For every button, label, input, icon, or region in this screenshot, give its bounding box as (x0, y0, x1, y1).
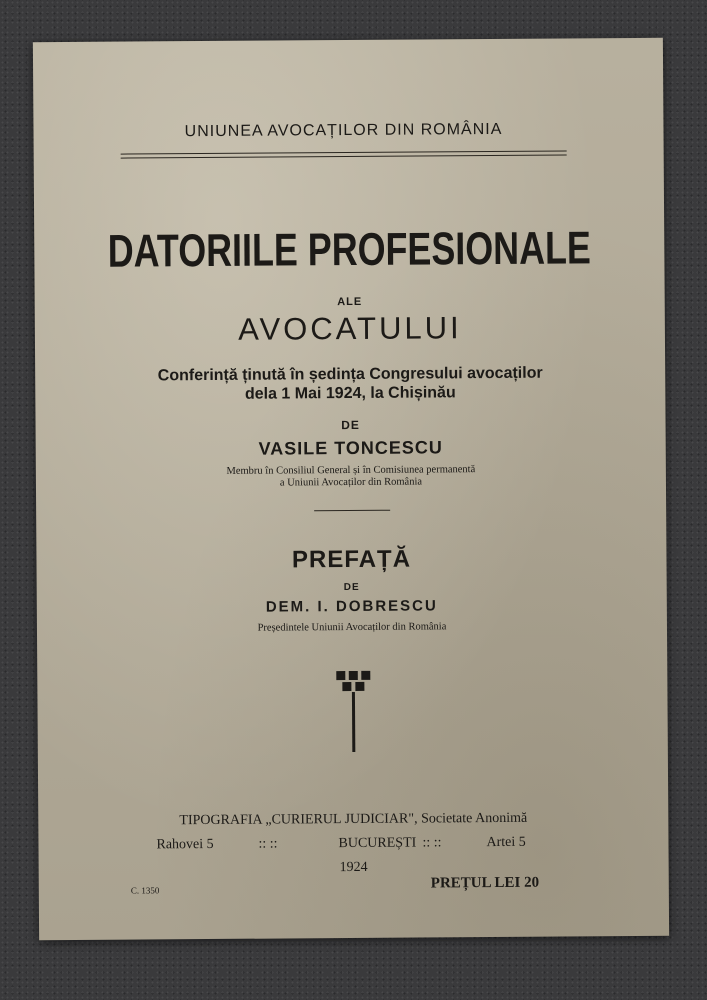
printers-ornament-icon (335, 668, 372, 754)
author-description (36, 463, 666, 491)
conference-note (35, 363, 665, 405)
city: BUCUREȘTI (338, 835, 417, 852)
author-desc-line-2: a Uniunii Avocaților din România (279, 476, 423, 489)
conference-line-2: dela 1 Mai 1924, la Chișinău (244, 384, 456, 403)
print-code: C. 1350 (130, 885, 160, 896)
booklet-cover (33, 38, 669, 940)
separator-left: :: :: (258, 836, 278, 852)
preface-by: DE (343, 581, 360, 594)
preface-heading: PREFAȚĂ (291, 545, 412, 574)
section-divider (314, 510, 390, 512)
publication-year: 1924 (339, 859, 368, 876)
author-by: DE (341, 417, 360, 433)
street-left: Rahovei 5 (156, 836, 214, 853)
conference-line-1: Conferință ținută în ședința Congresului avocaților (157, 364, 543, 385)
author-desc-line-1: Membru în Consiliul General și în Comisiunea permanentă (226, 464, 476, 477)
main-title: DATORIILE PROFESIONALE (107, 221, 592, 277)
preface-author-description: Președintele Uniunii Avocaților din România (257, 621, 447, 634)
title-connector: ALE (337, 295, 363, 309)
title-subject: AVOCATULUI (238, 310, 462, 347)
price-label: PREȚUL LEI 20 (430, 874, 540, 892)
printer-name: TIPOGRAFIA „CURIERUL JUDICIAR", Societate Anonimă (179, 810, 528, 829)
street-right: Artei 5 (486, 834, 526, 851)
header-double-rule (121, 150, 567, 158)
author-name: VASILE TONCESCU (258, 437, 443, 459)
preface-author-name: DEM. I. DOBRESCU (265, 597, 438, 616)
organization-header: UNIUNEA AVOCAȚILOR DIN ROMÂNIA (184, 120, 503, 141)
separator-right: :: :: (422, 835, 442, 851)
